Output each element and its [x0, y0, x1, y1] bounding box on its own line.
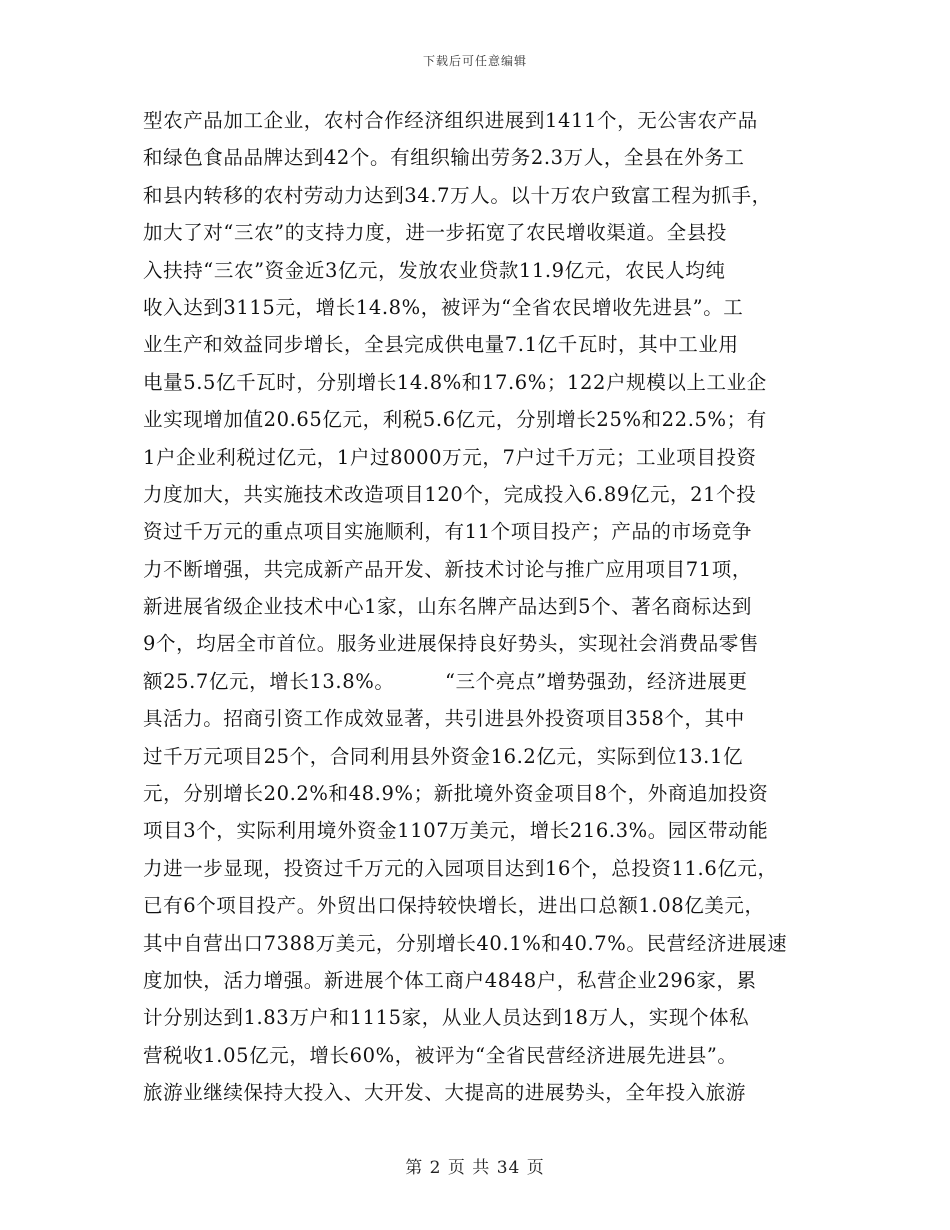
text-line: 营税收1.05亿元，增长60%，被评为“全省民营经济进展先进县”。 [143, 1043, 738, 1067]
text-line: 其中自营出口7388万美元，分别增长40.1%和40.7%。民营经济进展速 [143, 931, 788, 955]
text-line: 额25.7亿元，增长13.8%。 “三个亮点”增势强劲，经济进展更 [143, 669, 748, 693]
text-line: 资过千万元的重点项目实施顺利，有11个项目投产；产品的市场竞争 [143, 520, 752, 544]
text-line: 和县内转移的农村劳动力达到34.7万人。以十万农户致富工程为抓手， [143, 183, 772, 207]
text-line: 过千万元项目25个，合同利用县外资金16.2亿元，实际到位13.1亿 [143, 744, 744, 768]
text-line: 型农产品加工企业，农村合作经济组织进展到1411个，无公害农产品 [143, 109, 758, 132]
text-line: 力进一步显现，投资过千万元的入园项目达到16个，总投资11.6亿元， [143, 856, 778, 880]
text-line: 计分别达到1.83万户和1115家，从业人员达到18万人，实现个体私 [143, 1006, 750, 1030]
text-line: 业生产和效益同步增长，全县完成供电量7.1亿千瓦时，其中工业用 [143, 333, 739, 357]
text-line: 已有6个项目投产。外贸出口保持较快增长，进出口总额1.08亿美元， [143, 894, 765, 918]
text-line: 业实现增加值20.65亿元，利税5.6亿元，分别增长25%和22.5%；有 [143, 408, 767, 432]
text-line: 入扶持“三农”资金近3亿元，发放农业贷款11.9亿元，农民人均纯 [143, 258, 726, 282]
text-line: 9个，均居全市首位。服务业进展保持良好势头，实现社会消费品零售 [143, 632, 760, 656]
page-number: 第 2 页 共 34 页 [405, 1158, 545, 1178]
header-note: 下载后可任意编辑 [422, 54, 527, 68]
text-line: 元，分别增长20.2%和48.9%；新批境外资金项目8个，外商追加投资 [143, 782, 769, 806]
text-line: 项目3个，实际利用境外资金1107万美元，增长216.3%。园区带动能 [143, 819, 769, 843]
text-line: 度加快，活力增强。新进展个体工商户4848户，私营企业296家，累 [143, 968, 757, 992]
text-line: 旅游业继续保持大投入、大开发、大提高的进展势头，全年投入旅游 [143, 1081, 747, 1105]
text-line: 电量5.5亿千瓦时，分别增长14.8%和17.6%；122户规模以上工业企 [143, 370, 767, 394]
text-line: 力不断增强，共完成新产品开发、新技术讨论与推广应用项目71项， [143, 557, 752, 581]
text-line: 1户企业利税过亿元，1户过8000万元，7户过千万元；工业项目投资 [143, 445, 757, 469]
body-text [143, 102, 833, 1112]
text-line: 收入达到3115元，增长14.8%，被评为“全省农民增收先进县”。工 [143, 295, 744, 319]
text-line: 加大了对“三农”的支持力度，进一步拓宽了农民增收渠道。全县投 [143, 221, 727, 245]
text-line: 具活力。招商引资工作成效显著，共引进县外投资项目358个，其中 [143, 707, 745, 731]
text-line: 新进展省级企业技术中心1家，山东名牌产品达到5个、著名商标达到 [143, 595, 752, 619]
text-line: 力度加大，共实施技术改造项目120个，完成投入6.89亿元，21个投 [143, 482, 757, 506]
text-line: 和绿色食品品牌达到42个。有组织输出劳务2.3万人，全县在外务工 [143, 146, 745, 170]
